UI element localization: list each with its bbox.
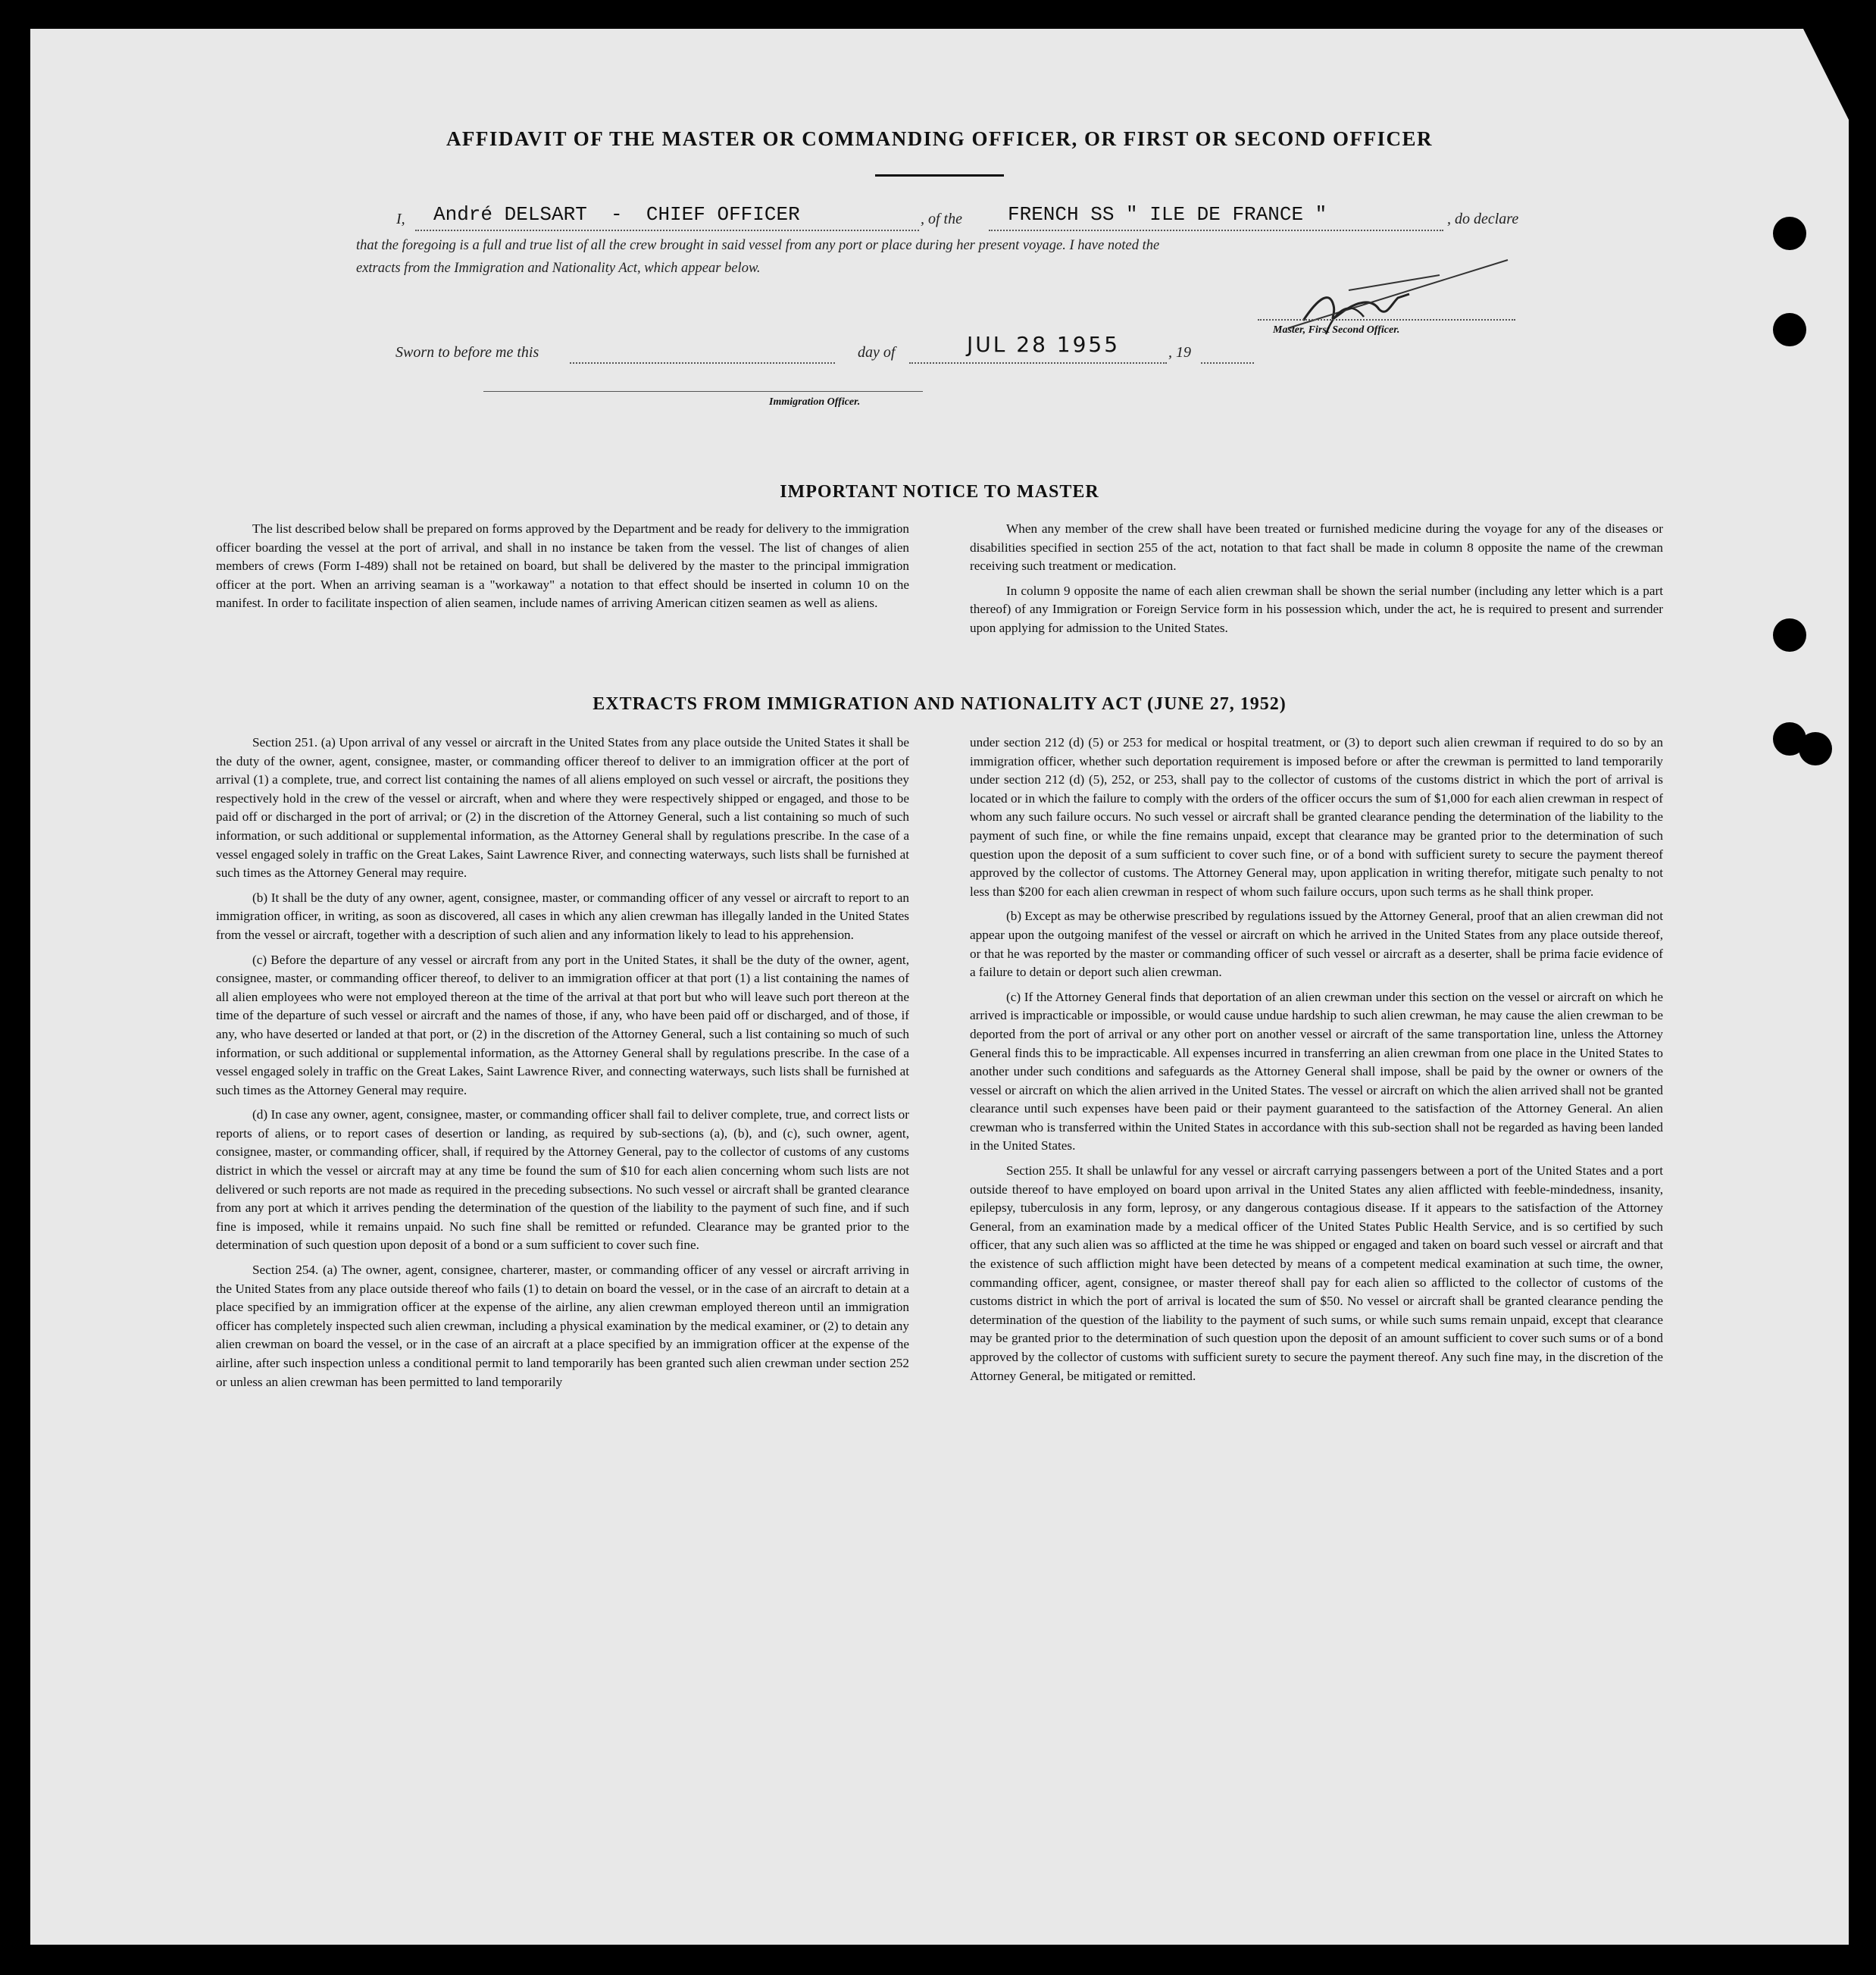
affidavit-title: AFFIDAVIT OF THE MASTER OR COMMANDING OFFICER, OR FIRST OR SECOND OFFICER — [446, 127, 1434, 150]
section-254-a-continued: under section 212 (d) (5) or 253 for medical or hospital treatment, or (3) to deport such alien crewman if required to do so by an immigration officer, whether such deportation requirement is imposed before or after the crewman is permitted to land temporarily under section 212 (d) (5), 252, or 253, shall pay to the collector of customs of the customs district in which the port of arrival is located or in which the failure to comply with the orders of the officer occurs the sum of $1,000 for each alien crewman in respect of whom any such failure occurs. No such vessel or aircraft shall be granted clearance pending the determination of the liability to the payment of such fine, or while the fine remains unpaid, except that clearance may be granted prior to the determination of such question upon the deposit of a sum sufficient to cover such fine, or of a bond with sufficient surety to secure the payment thereof approved by the collector of customs. The Attorney General may, upon application in writing therefor, mitigate such penalty to not less than $200 for each alien crewman in respect of whom such failure occurs, upon such terms as he shall think proper. — [970, 735, 1663, 899]
affidavit-line-3: extracts from the Immigration and Nationality Act, which appear below. — [356, 261, 761, 276]
notice-title: IMPORTANT NOTICE TO MASTER — [780, 482, 1099, 502]
officer-caption: Master, First Second Officer. — [1273, 324, 1400, 336]
vessel-name: FRENCH SS " ILE DE FRANCE " — [1008, 203, 1327, 226]
punch-hole-5 — [1799, 732, 1832, 765]
notice-right-paragraph-1: When any member of the crew shall have been treated or furnished medicine during the voyage for any of the diseases or disabilities specified in section 255 of the act, notation to that fact shall be made in column 8 opposite the name of the crewman receiving such treatment or medication. — [970, 521, 1663, 574]
sworn-day-line — [570, 362, 835, 364]
affidavit-line-2: that the foregoing is a full and true list of all the crew brought in said vessel from any port or place during her present voyage. I have noted the — [356, 238, 1160, 253]
extracts-left-column — [216, 734, 909, 1398]
officer-name: André DELSART - CHIEF OFFICER — [433, 203, 800, 226]
immigration-officer-line — [483, 391, 923, 392]
notice-right-column — [970, 520, 1663, 644]
section-254-c: (c) If the Attorney General finds that deportation of an alien crewman under this section on the vessel or aircraft on which he arrived is impracticable or impossible, or would cause undue hardship to such alien crewman, he may cause the alien crewman to be deported from the port of arrival or any other port on another vessel or aircraft of the same transportation line, unless the Attorney General finds this to be impracticable. All expenses incurred in transferring an alien crewman from one place in the United States to another under such conditions and safeguards as the Attorney General shall impose, shall be paid by the owner or owners of the vessel or aircraft on which the alien arrived in the United States. The vessel or aircraft on which the alien arrived shall not be granted clearance until such expenses have been paid or their payment guaranteed to the satisfaction of the Attorney General. An alien crewman who is transferred within the United States in accordance with this sub-section shall not be regarded as having been landed in the United States. — [970, 989, 1663, 1153]
immigration-officer-label: Immigration Officer. — [769, 396, 861, 408]
name-fill-line — [415, 230, 919, 231]
punch-hole-2 — [1773, 313, 1806, 346]
sworn-month-line — [909, 362, 1167, 364]
year-line — [1201, 362, 1254, 364]
folded-corner — [1803, 29, 1849, 120]
section-251-c: (c) Before the departure of any vessel or aircraft from any port in the United States, it shall be the duty of the owner, agent, consignee, master, or commanding officer thereof, to deliver to an immigration officer at that port (1) a list containing the names of all alien employees who were not employed thereon at the time of the arrival at that port but who will leave such port thereon at the time of the departure of such vessel or aircraft and the names of those, if any, who have been paid off or discharged, and of those, if any, who have deserted or landed at that port, or (2) in the discretion of the Attorney General, such a list containing so much of such information, or such additional or supplemental information, as the Attorney General shall by regulations prescribe. In the case of a vessel engaged solely in traffic on the Great Lakes, Saint Lawrence River, and connecting waterways, such lists shall be furnished at such times as the Attorney General may require. — [216, 952, 909, 1097]
section-255: Section 255. It shall be unlawful for any vessel or aircraft carrying passengers between a port of the United States and a port outside thereof to have employed on board upon arrival in the United States any alien afflicted with feeble-mindedness, insanity, epilepsy, tuberculosis in any form, leprosy, or any dangerous contagious disease. If it appears to the satisfaction of the Attorney General, from an examination made by a medical officer of the United States Public Health Service, and is so certified by such officer, that any such alien was so afflicted at the time he was shipped or engaged and taken on board such vessel or aircraft and that the existence of such affliction might have been detected by means of a competent medical examination at such time, the owner, commanding officer, agent, consignee, or master thereof shall pay for each alien so afflicted to the collector of customs of the customs district in which the port of arrival is located the sum of $50. No vessel or aircraft shall be granted clearance pending the determination of the question of the liability to the payment of such sums, or while such sums remain unpaid, except that clearance may be granted prior to the determination of such question upon the deposit of an amount sufficient to cover such sums or of a bond approved by the collector of customs with sufficient surety to secure the payment thereof. Any such fine may, in the discretion of the Attorney General, be mitigated or remitted. — [970, 1163, 1663, 1383]
of-the-label: , of the — [921, 211, 962, 227]
notice-left-column — [216, 520, 909, 619]
notice-left-paragraph: The list described below shall be prepared on forms approved by the Department and be ready for delivery to the immigration officer boarding the vessel at the port of arrival, and shall in no instance be taken from the vessel. The list of changes of alien members of crews (Form I-489) shall not be retained on board, but shall be delivered by the master to the principal immigration officer at the port. When an arriving seaman is a "workaway" a notation to that effect should be inserted in column 10 on the manifest. In order to facilitate inspection of alien seamen, include names of arriving American citizen seamen as well as aliens. — [216, 521, 909, 611]
section-254-a: Section 254. (a) The owner, agent, consignee, charterer, master, or commanding officer of any vessel or aircraft arriving in the United States from any place outside thereof who fails (1) to detain on board the vessel, or in the case of an aircraft to detain at a place specified by an immigration officer at the expense of the airline, any alien crewman employed thereon until an immigration officer has completely inspected such alien crewman, including a physical examination by the medical examiner, or (2) to detain any alien crewman on board the vessel, or in the case of an aircraft at a place specified by an immigration officer at the expense of the airline, after such inspection unless a conditional permit to land temporarily has been granted such alien crewman under section 252 or unless an alien crewman has been permitted to land temporarily — [216, 1263, 909, 1389]
section-254-b: (b) Except as may be otherwise prescribed by regulations issued by the Attorney General, proof that an alien crewman did not appear upon the outgoing manifest of the vessel or aircraft on which he arrived in the United States from any place outside thereof, or that he was reported by the master or commanding officer of such vessel or aircraft as a deserter, shall be prima facie evidence of a failure to detain or deport such alien crewman. — [970, 909, 1663, 980]
title-rule — [875, 174, 1004, 177]
day-of-label: day of — [858, 344, 896, 361]
year-label: , 19 — [1168, 344, 1191, 361]
declare-label: , do declare — [1447, 211, 1519, 227]
extracts-right-column — [970, 734, 1663, 1391]
document-page — [30, 29, 1849, 1945]
extracts-title: EXTRACTS FROM IMMIGRATION AND NATIONALITY ACT (JUNE 27, 1952) — [593, 694, 1287, 714]
section-251-b: (b) It shall be the duty of any owner, agent, consignee, master, or commanding officer of any vessel or aircraft to report to an immigration officer, in writing, as soon as discovered, all cases in which any alien crewman has illegally landed in the United States from the vessel or aircraft, together with a description of such alien and any information likely to lead to his apprehension. — [216, 890, 909, 942]
punch-hole-1 — [1773, 217, 1806, 250]
i-label: I, — [396, 211, 405, 227]
vessel-fill-line — [989, 230, 1443, 231]
sworn-date-stamp: JUL 28 1955 — [967, 332, 1121, 357]
section-251-d: (d) In case any owner, agent, consignee, master, or commanding officer shall fail to deliver complete, true, and correct lists or reports of aliens, or to report cases of desertion or landing, as required by sub-sections (a), (b), and (c), such owner, agent, consignee, master, or commanding officer, shall, if required by the Attorney General, pay to the collector of customs of any customs district in which the vessel or aircraft may at any time be found the sum of $10 for each alien concerning whom such lists are not delivered or such reports are not made as required in the preceding subsections. No such vessel or aircraft shall be granted clearance from any port at which it arrives pending the determination of the question of the liability to the payment of such fine, and if such fine is imposed, while it remains unpaid. No such fine shall be remitted or refunded. Clearance may be granted prior to the determination of such question upon deposit of a bond or a sum sufficient to cover such fine. — [216, 1107, 909, 1253]
signature-line — [1258, 319, 1515, 321]
punch-hole-3 — [1773, 618, 1806, 652]
notice-right-paragraph-2: In column 9 opposite the name of each alien crewman shall be shown the serial number (including any letter which is a part thereof) of any Immigration or Foreign Service form in his possession which, under the act, he is required to present and surrender upon applying for admission to the United States. — [970, 583, 1663, 635]
sworn-label: Sworn to before me this — [396, 344, 539, 361]
section-251-a: Section 251. (a) Upon arrival of any vessel or aircraft in the United States from any place outside the United States it shall be the duty of the owner, agent, consignee, master, or commanding officer thereof to deliver to an immigration officer at the port of arrival (1) a complete, true, and correct list containing the names of all aliens employed on such vessel or aircraft, the positions they respectively hold in the crew of the vessel or aircraft, when and where they were respectively shipped or engaged, and those to be paid off or discharged in the port of arrival; or (2) in the discretion of the Attorney General, such a list containing so much of such information, or such additional or supplemental information, as the Attorney General shall by regulations prescribe. In the case of a vessel engaged solely in traffic on the Great Lakes, Saint Lawrence River, and connecting waterways, such lists shall be furnished at such times as the Attorney General may require. — [216, 735, 909, 881]
